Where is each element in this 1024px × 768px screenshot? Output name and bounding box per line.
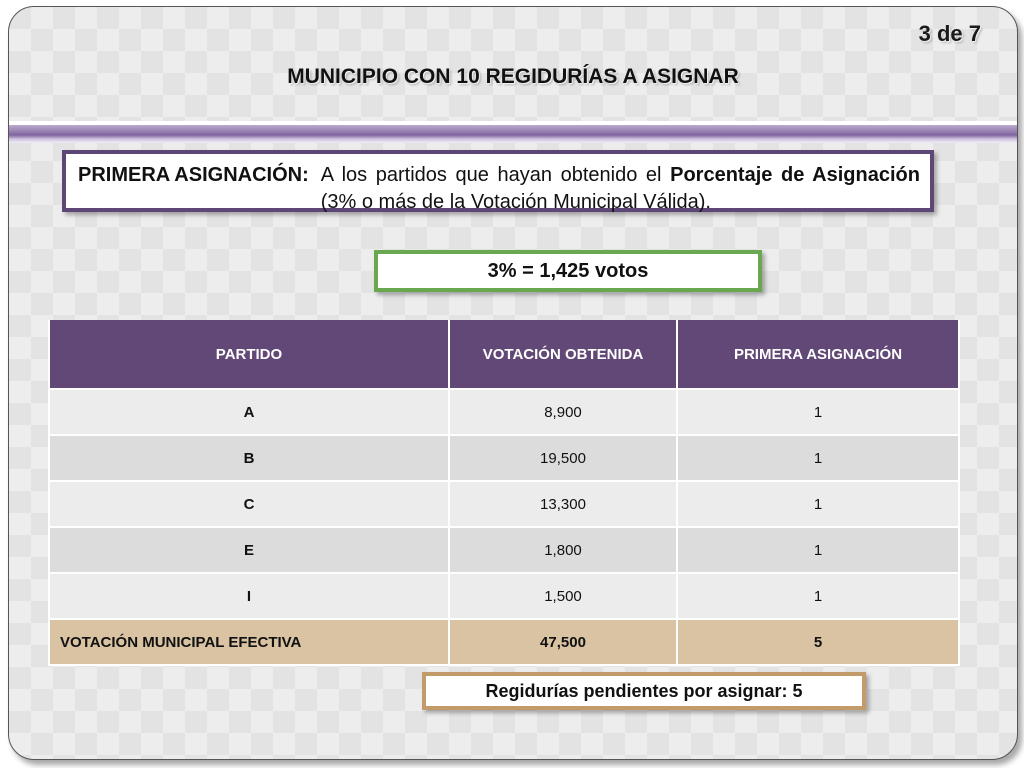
first-assignment-description: A los partidos que hayan obtenido el Porcentaje de Asignación (3% o más de la Votación Municipal Válida).: [320, 164, 920, 213]
table-row: [49, 481, 959, 527]
votes-cell: 19,500: [449, 435, 677, 481]
header-first-assignment: PRIMERA ASIGNACIÓN: [677, 320, 959, 389]
seats-cell: 1: [677, 435, 959, 481]
header-divider-band: [9, 121, 1017, 143]
total-seats-cell: 5: [677, 619, 959, 665]
total-votes-cell: 47,500: [449, 619, 677, 665]
table-row: [49, 527, 959, 573]
results-table: [48, 320, 960, 666]
pending-seats-box: Regidurías pendientes por asignar: 5: [422, 672, 866, 710]
party-cell: E: [49, 527, 449, 573]
assignment-percentage-term: Porcentaje de Asignación: [670, 164, 920, 186]
table-row: [49, 435, 959, 481]
total-label-cell: VOTACIÓN MUNICIPAL EFECTIVA: [49, 619, 449, 665]
seats-cell: 1: [677, 389, 959, 435]
table-row: [49, 573, 959, 619]
first-assignment-heading: PRIMERA ASIGNACIÓN:: [78, 164, 309, 186]
party-cell: B: [49, 435, 449, 481]
page-number: 3 de 7: [918, 21, 981, 46]
seats-cell: 1: [677, 481, 959, 527]
votes-cell: 8,900: [449, 389, 677, 435]
table-row: [49, 389, 959, 435]
header-party: PARTIDO: [49, 320, 449, 389]
party-cell: A: [49, 389, 449, 435]
seats-cell: 1: [677, 527, 959, 573]
party-cell: C: [49, 481, 449, 527]
total-row: [49, 619, 959, 665]
votes-cell: 13,300: [449, 481, 677, 527]
votes-cell: 1,800: [449, 527, 677, 573]
party-cell: I: [49, 573, 449, 619]
header-votes: VOTACIÓN OBTENIDA: [449, 320, 677, 389]
slide-title: MUNICIPIO CON 10 REGIDURÍAS A ASIGNAR: [287, 65, 739, 88]
seats-cell: 1: [677, 573, 959, 619]
table-header-row: [49, 320, 959, 389]
first-assignment-box: [62, 150, 934, 212]
threshold-box: 3% = 1,425 votos: [374, 250, 762, 292]
votes-cell: 1,500: [449, 573, 677, 619]
